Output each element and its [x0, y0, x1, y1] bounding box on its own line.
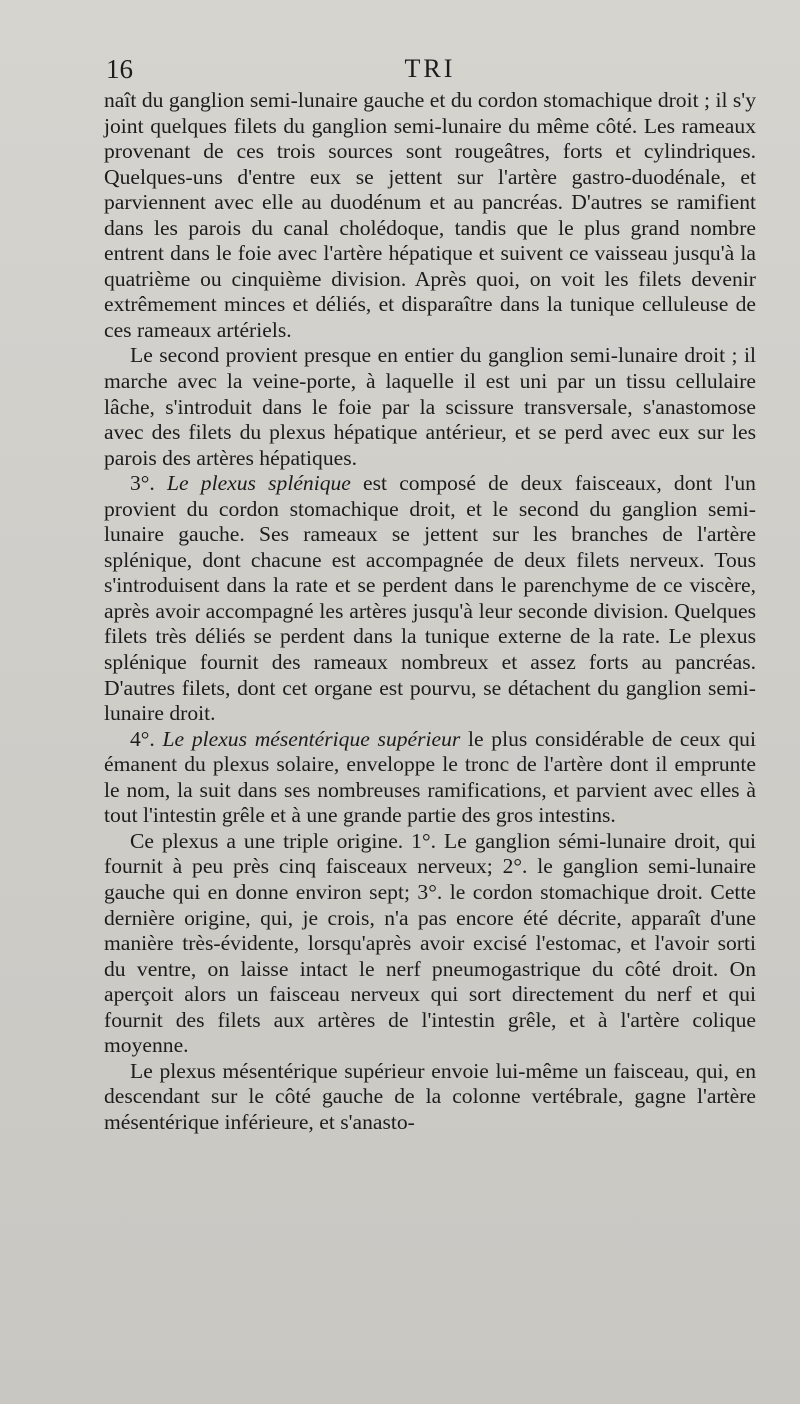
paragraph-6 [104, 1059, 756, 1136]
paragraph-2-text: Le second provient presque en entier du ganglion semi-lunaire droit ; il marche avec la veine-porte, à laquelle il est uni par un tissu cellulaire lâche, s'introduit dans le foie par la scissure transversale, s'anastomose avec des filets du plexus hépatique antérieur, et se perd avec eux sur les parois des artères hépatiques. [104, 343, 756, 470]
paragraph-5 [104, 829, 756, 1059]
paragraph-1-text: naît du ganglion semi-lunaire gauche et du cordon stomachique droit ; il s'y joint quelques filets du ganglion semi-lunaire du même côté. Les rameaux provenant de ces trois sources sont rougeâtres, forts et cylindriques. Quelques-uns d'entre eux se jettent sur l'artère gastro-duodénale, et parviennent avec elle au duodénum et au pancréas. D'autres se ramifient dans les parois du canal cholédoque, tandis que le plus grand nombre entrent dans le foie avec l'artère hépatique et suivent ce vaisseau jusqu'à la quatrième ou cinquième division. Après quoi, on voit les filets devenir extrêmement minces et déliés, et disparaître dans la tunique celluleuse de ces rameaux artériels. [104, 88, 756, 342]
paragraph-1 [104, 88, 756, 343]
paragraph-3-text: est composé de deux faisceaux, dont l'un provient du cordon stomachique droit, et le second du ganglion semi-lunaire gauche. Ses rameaux se jettent sur les branches de l'artère splénique, dont chacune est accompagnée de deux filets nerveux. Tous s'introduisent dans la rate et se perdent dans le parenchyme de ce viscère, après avoir accompagné les artères jusqu'à leur seconde division. Quelques filets très déliés se perdent dans la tunique externe de la rate. Le plexus splénique fournit des rameaux nombreux et assez forts au pancréas. D'autres filets, dont cet organe est pourvu, se détachent du ganglion semi-lunaire droit. [104, 471, 756, 726]
paragraph-2 [104, 343, 756, 471]
page-number: 16 [106, 54, 133, 84]
page-header [106, 54, 754, 88]
paragraph-6-text: Le plexus mésentérique supérieur envoie lui-même un faisceau, qui, en descendant sur le côté gauche de la colonne vertébrale, gagne l'artère mésentérique inférieure, et s'anasto- [104, 1058, 756, 1134]
running-head: TRI [404, 54, 456, 83]
section-title-plexus-splenique: Le plexus splénique [167, 471, 351, 496]
body-text [104, 88, 756, 1135]
paragraph-4-text: le plus considérable de ceux qui émanent du plexus solaire, enveloppe le tronc de l'artère dont il emprunte le nom, la suit dans ses nombreuses ramifications, et parvient avec elles à tout l'intestin grêle et à une grande partie des gros intestins. [104, 726, 756, 828]
section-number-3: 3°. [130, 471, 155, 496]
section-title-plexus-mesenterique: Le plexus mésentérique supérieur [162, 726, 461, 751]
paragraph-4 [104, 727, 756, 829]
section-number-4: 4°. [130, 726, 155, 751]
paragraph-3 [104, 471, 756, 726]
paragraph-5-text: Ce plexus a une triple origine. 1°. Le ganglion sémi-lunaire droit, qui fournit à peu près cinq faisceaux nerveux; 2°. le ganglion semi-lunaire gauche qui en donne environ sept; 3°. le cordon stomachique droit. Cette dernière origine, qui, je crois, n'a pas encore été décrite, apparaît d'une manière très-évidente, lorsqu'après avoir excisé l'estomac, et l'avoir sorti du ventre, on laisse intact le nerf pneumogastrique du côté droit. On aperçoit alors un faisceau nerveux qui sort directement du nerf et qui fournit des filets aux artères de l'intestin grêle, et à l'artère colique moyenne. [104, 828, 756, 1058]
